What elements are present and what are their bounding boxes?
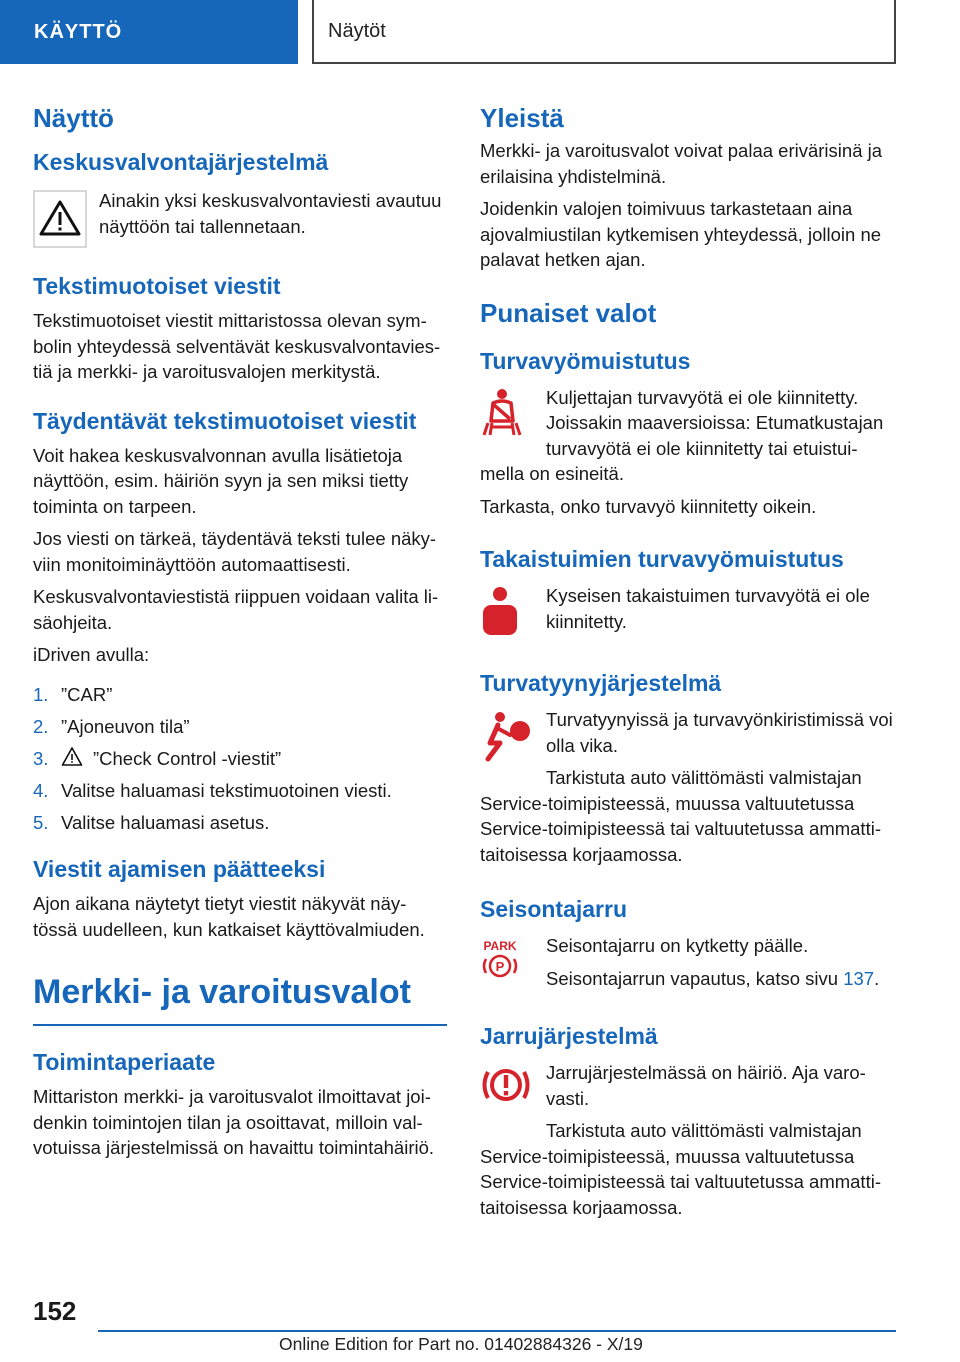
park-brake-period: . [874, 967, 880, 989]
step-item [33, 714, 447, 740]
rear-seatbelt-icon [480, 583, 546, 641]
warning-triangle-icon [33, 188, 99, 248]
lights-heading: Merkki- ja varoitusvalot [33, 973, 411, 1011]
brake-system-icon [480, 1060, 546, 1144]
supplementary-paragraph-1: Voit hakea keskusvalvonnan avulla lisätietoja näyttöön, esim. häiriön syyn ja sen miksi tietty toiminta on tarpeen. [33, 444, 409, 517]
principle-paragraph: Mittariston merkki- ja varoitusvalot ilmoittavat joi-denkin toimintojen tilan ja osoittavat, milloin val-votuissa järjestelmissä on havaittu toimintahäiriö. [33, 1086, 435, 1158]
cc-block [33, 188, 447, 248]
section-title-label: Näytöt [328, 19, 386, 42]
brake-system-block [480, 1060, 896, 1144]
page-number: 152 [33, 1296, 77, 1326]
principle-heading: Toimintaperiaate [33, 1049, 216, 1075]
general-heading: Yleistä [480, 103, 564, 133]
rear-seatbelt-paragraph: Kyseisen takaistuimen turvavyötä ei ole kiinnitetty. [546, 585, 870, 632]
chapter-tab [0, 0, 298, 64]
park-brake-paragraph-2 [546, 966, 896, 992]
end-of-drive-paragraph: Ajon aikana näytetyt tietyt viestit näkyvät näy-tössä uudelleen, kun katkaiset käyttövalmiuden. [33, 893, 425, 940]
step-text: Valitse haluamasi asetus. [61, 811, 270, 833]
cc-text: Ainakin yksi keskusvalvontaviesti avautuu näyttöön tai tallennetaan. [99, 190, 442, 237]
park-brake-release-text: Seisontajarrun vapautus, katso sivu [546, 967, 844, 989]
seatbelt-paragraph-1-cont: mella on esineitä. [480, 463, 624, 484]
step-text: ”Ajoneuvon tila” [61, 715, 190, 737]
step-number: 3. [33, 747, 49, 769]
airbag-icon [480, 707, 546, 791]
rear-seatbelt-heading: Takaistuimien turvavyömuistutus [480, 546, 844, 572]
general-paragraph-2: Joidenkin valojen toimivuus tarkastetaan aina ajovalmiustilan kytkemisen yhteydessä, jolloin ne palavat hetken ajan. [480, 198, 882, 270]
left-column [33, 100, 447, 1168]
park-brake-heading: Seisontajarru [480, 896, 627, 922]
text-messages-heading: Tekstimuotoiset viestit [33, 273, 281, 299]
footer-divider [98, 1330, 896, 1332]
brake-system-paragraph-1: Jarrujärjestelmässä on häiriö. Aja varo-vasti. [546, 1062, 866, 1109]
park-icon-label: PARK [483, 939, 517, 953]
seatbelt-heading: Turvavyömuistutus [480, 347, 691, 374]
step-item [33, 682, 447, 708]
step-item [33, 778, 447, 804]
step-item [33, 746, 447, 772]
supplementary-paragraph-3: Keskusvalvontaviestistä riippuen voidaan valita li-säohjeita. [33, 586, 439, 633]
heading-divider [33, 1024, 447, 1026]
footer-edition [279, 1334, 643, 1355]
airbag-block [480, 707, 896, 791]
rear-seatbelt-block [480, 583, 896, 641]
brake-system-paragraph-2: Tarkistuta auto välittömästi valmistajan [546, 1120, 862, 1141]
right-column [480, 100, 896, 1227]
seatbelt-paragraph-1: Kuljettajan turvavyötä ei ole kiinnitetty. Joissakin maaversioissa: Etumatkustajan turvavyötä ei ole kiinnitetty tai etuistui- [546, 386, 884, 459]
text-messages-paragraph: Tekstimuotoiset viestit mittaristossa olevan sym-bolin yhteydessä selventävät keskusvalvontavies-tiä ja merkki- ja varoitusvalojen merkitystä. [33, 310, 441, 382]
step-text: Valitse haluamasi tekstimuotoinen viesti. [61, 779, 392, 801]
brake-system-heading: Jarrujärjestelmä [480, 1023, 658, 1049]
step-item [33, 810, 447, 836]
section-title [312, 0, 896, 64]
step-number: 2. [33, 715, 49, 737]
page-title: Näyttö [33, 103, 114, 133]
airbag-paragraph-1: Turvatyynyissä ja turvavyönkiristimissä voi olla vika. [546, 709, 893, 756]
park-brake-icon [480, 933, 546, 998]
step-number: 4. [33, 779, 49, 801]
cc-heading: Keskusvalvontajärjestelmä [33, 149, 329, 175]
page-137-link[interactable]: 137 [843, 967, 875, 989]
svg-text:P: P [495, 959, 505, 974]
seatbelt-icon [480, 385, 546, 469]
small-warning-icon [61, 746, 83, 772]
step-text: ”CAR” [61, 683, 113, 705]
seatbelt-block [480, 385, 896, 469]
supplementary-paragraph-4: iDriven avulla: [33, 644, 150, 665]
footer-edition-text: Online Edition for Part no. 01402884326 - X/19 [279, 1334, 643, 1354]
brake-system-paragraph-2-cont: Service-toimipisteessä, muussa valtuutetussa Service-toimipisteessä tai valtuutetussa ammatti-taitoisessa korjaamossa. [480, 1145, 881, 1218]
chapter-tab-label: KÄYTTÖ [34, 20, 123, 43]
red-lights-heading: Punaiset valot [480, 297, 657, 328]
park-brake-block [480, 933, 896, 998]
airbag-paragraph-2: Tarkistuta auto välittömästi valmistajan [546, 767, 862, 788]
airbag-paragraph-2-cont: Service-toimipisteessä, muussa valtuutetussa Service-toimipisteessä tai valtuutetussa ammatti-taitoisessa korjaamossa. [480, 792, 881, 865]
airbag-heading: Turvatyynyjärjestelmä [480, 670, 722, 696]
step-number: 5. [33, 811, 49, 833]
park-brake-paragraph-1: Seisontajarru on kytketty päälle. [546, 935, 809, 956]
supplementary-paragraph-2: Jos viesti on tärkeä, täydentävä teksti tulee näky-viin monitoiminäyttöön automaattisesti. [33, 528, 437, 575]
step-number: 1. [33, 683, 49, 705]
general-paragraph-1: Merkki- ja varoitusvalot voivat palaa erivärisinä ja erilaisina yhdistelminä. [480, 140, 883, 187]
supplementary-heading: Täydentävät tekstimuotoiset viestit [33, 407, 417, 434]
step-text: ”Check Control -viestit” [93, 747, 282, 769]
idrive-steps [33, 682, 447, 836]
seatbelt-paragraph-2: Tarkasta, onko turvavyö kiinnitetty oikein. [480, 495, 817, 517]
end-of-drive-heading: Viestit ajamisen päätteeksi [33, 856, 326, 882]
